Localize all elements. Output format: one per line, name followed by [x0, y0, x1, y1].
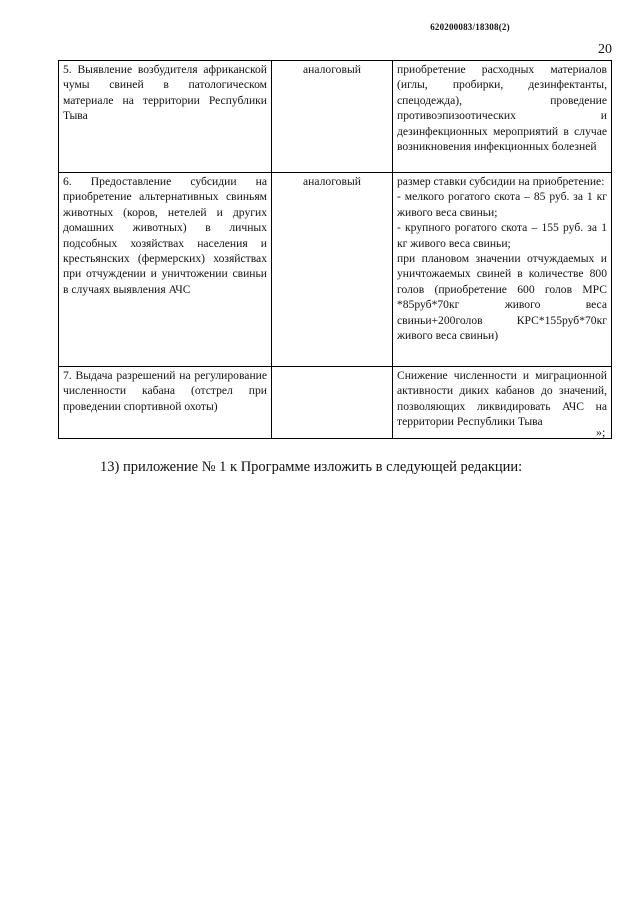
description-line: при плановом значении отчуждаемых и уничтожаемых свиней в количестве 800 голов (приобретение 600 голов МРС *85руб*70кг живого веса свиньи+200голов КРС*155руб*70кг живого веса свиньи) [397, 252, 607, 343]
measure-type-cell: аналоговый [272, 173, 393, 367]
amendment-paragraph: 13) приложение № 1 к Программе изложить в следующей редакции: [100, 459, 523, 475]
description-line: - крупного рогатого скота – 155 руб. за 1 кг живого веса свиньи; [397, 221, 607, 250]
measure-type-cell [272, 367, 393, 439]
document-number: 620200083/18308(2) [430, 22, 510, 32]
description-line: размер ставки субсидии на приобретение: [397, 175, 605, 188]
measure-title-cell: 6. Предоставление субсидии на приобретение альтернативных свиньям животных (коров, нетелей и других домашних животных) в личных подсобных хозяйствах населения и крестьянских (фермерских) хозяйствах при отчуждении и уничтожении свиньи в случаях выявления АЧС [59, 173, 272, 367]
measure-description-cell [393, 173, 612, 367]
closing-quote: »; [596, 425, 606, 439]
measure-type-cell: аналоговый [272, 61, 393, 173]
page-number: 20 [598, 42, 612, 57]
table-row [59, 61, 612, 173]
measure-description-cell: приобретение расходных материалов (иглы, пробирки, дезинфектанты, спецодежда), проведение противоэпизоотических и дезинфекционных мероприятий в случае возникновения инфекционных болезней [393, 61, 612, 173]
measure-description-cell: Снижение численности и миграционной активности диких кабанов до значений, позволяющих ликвидировать АЧС на территории Республики Тыва [393, 367, 612, 439]
measure-title-cell: 5. Выявление возбудителя африканской чумы свиней в патологическом материале на территории Республики Тыва [59, 61, 272, 173]
description-line: - мелкого рогатого скота – 85 руб. за 1 кг живого веса свиньи; [397, 190, 607, 219]
table-row [59, 173, 612, 367]
program-measures-table [58, 60, 612, 439]
measure-title-cell: 7. Выдача разрешений на регулирование численности кабана (отстрел при проведении спортивной охоты) [59, 367, 272, 439]
table-row [59, 367, 612, 439]
